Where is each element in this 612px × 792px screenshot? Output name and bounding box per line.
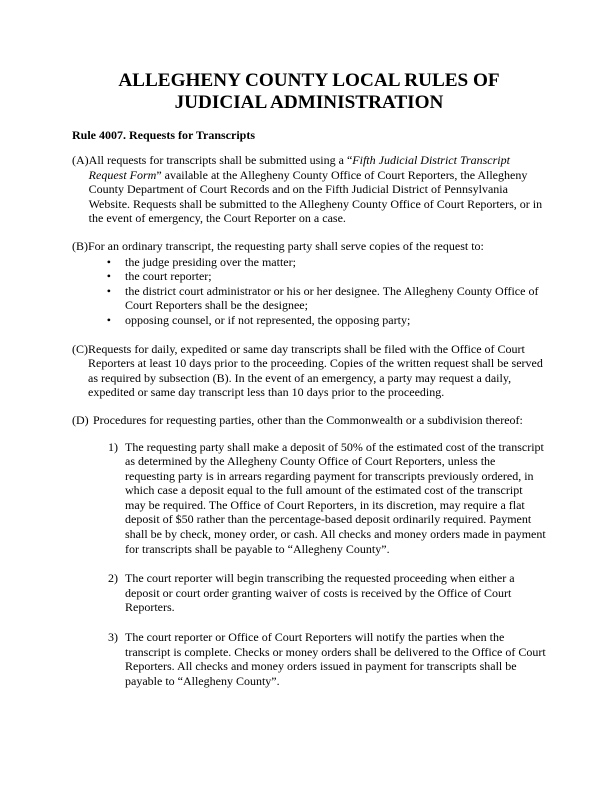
section-d-steps	[72, 440, 546, 689]
list-item: • the district court administrator or his or her designee. The Allegheny County Office of Court Reporters shall be the designee;	[72, 284, 546, 313]
list-item	[72, 440, 546, 557]
section-a	[72, 153, 546, 226]
section-b	[72, 239, 546, 254]
bullet-icon: •	[106, 312, 111, 327]
section-d-label: (D)	[72, 412, 89, 427]
bullet-icon: •	[106, 254, 111, 269]
step-number: 2)	[108, 571, 118, 586]
list-item: • opposing counsel, or if not represented, the opposing party;	[72, 313, 546, 328]
list-item: • the judge presiding over the matter;	[72, 255, 546, 270]
step-number: 1)	[108, 439, 118, 454]
list-item	[72, 630, 546, 688]
bullet-icon: •	[106, 283, 111, 298]
list-item	[72, 571, 546, 615]
section-b-label: (B)	[72, 238, 88, 253]
form-name: Fifth Judicial District Transcript Request Form	[88, 153, 510, 182]
step-number: 3)	[108, 630, 118, 645]
section-b-text: For an ordinary transcript, the requesting party shall serve copies of the request to:	[88, 238, 484, 253]
section-a-text	[89, 153, 546, 226]
section-d-text: Procedures for requesting parties, other than the Commonwealth or a subdivision thereof:	[93, 412, 523, 427]
section-c	[72, 342, 546, 400]
step-text: The court reporter will begin transcribing the requested proceeding when either a deposit or court order granting waiver of costs is received by the Office of Court Reporters.	[125, 571, 515, 615]
section-a-text-2: ” available at the Allegheny County Office of Court Reporters, the Allegheny County Department of Court Records and on the Fifth Judicial District of Pennsylvania Website. Requests shall be submitted to the Allegheny County Office of Court Reporters, or in the event of emergency, the Court Reporter on a case.	[88, 167, 543, 226]
section-c-label: (C)	[72, 341, 88, 356]
section-c-text: Requests for daily, expedited or same day transcripts shall be filed with the Office of Court Reporters at least 10 days prior to the proceeding. Copies of the written request shall be served as required by subsection (B). In the event of an emergency, a party may request a daily, expedited or same day transcript less than 10 days prior to the proceeding.	[88, 341, 543, 400]
section-a-text-1: All requests for transcripts shall be submitted using a “	[88, 153, 353, 167]
document-page	[72, 70, 546, 703]
section-d	[72, 413, 546, 428]
bullet-icon: •	[106, 269, 111, 284]
section-b-bullet-list	[72, 255, 546, 328]
list-item: • the court reporter;	[72, 269, 546, 284]
document-title: ALLEGHENY COUNTY LOCAL RULES OF JUDICIAL ADMINISTRATION	[118, 70, 500, 113]
step-text: The requesting party shall make a deposit of 50% of the estimated cost of the transcript as determined by the Allegheny County Office of Court Reporters, unless the requesting party is in arrears regarding payment for transcripts previously ordered, in which case a deposit equal to the full amount of the estimated cost of the transcript may be required. The Office of Court Reporters, in its discretion, may require a flat deposit of $50 rather than the percentage-based deposit ordinarily required. Payment shall be by check, money order, or cash. All checks and money orders made in payment for transcripts shall be payable to “Allegheny County”.	[125, 439, 546, 556]
section-a-label: (A)	[72, 153, 89, 167]
rule-heading: Rule 4007. Requests for Transcripts	[72, 128, 255, 142]
step-text: The court reporter or Office of Court Reporters will notify the parties when the transcript is complete. Checks or money orders shall be delivered to the Office of Court Reporters. All checks and money orders issued in payment for transcripts shall be payable to “Allegheny County”.	[125, 630, 546, 688]
